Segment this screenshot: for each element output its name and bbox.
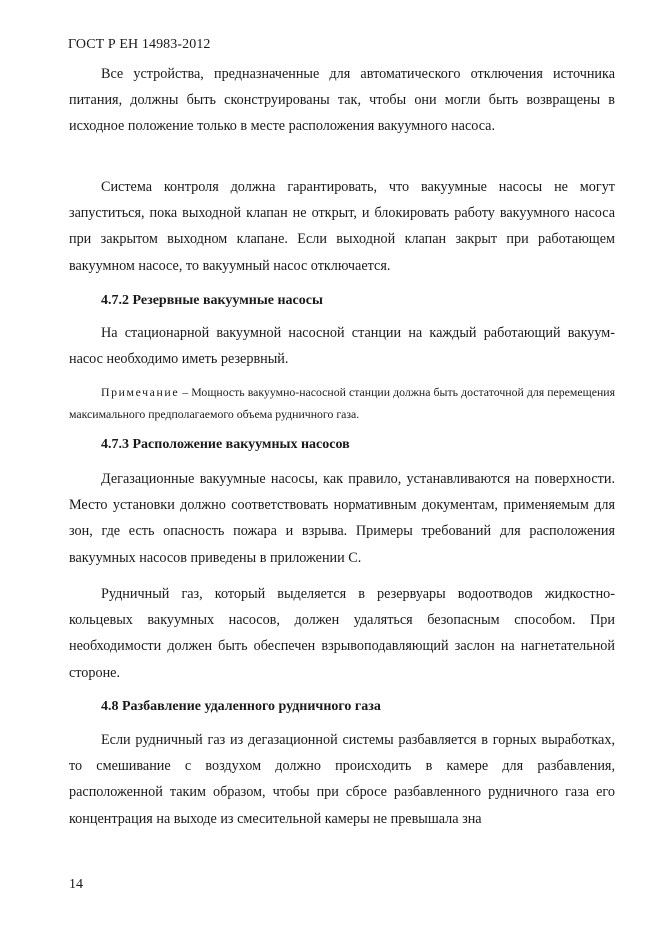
heading-4-7-3: 4.7.3 Расположение вакуумных насосов [101, 437, 350, 452]
heading-4-7-2: 4.7.2 Резервные вакуумные насосы [101, 293, 323, 308]
page-number: 14 [69, 877, 83, 892]
paragraph-reserve-pumps: На стационарной вакуумной насосной станции на каждый работающий вакуум-насос необходимо иметь резервный. [69, 325, 615, 368]
paragraph-pump-location: Дегазационные вакуумные насосы, как правило, устанавливаются на поверхности. Место установки должно соответствовать нормативным документам, применяемым для зон, где есть опасность пожара и взрыва. Примеры требований для расположения вакуумных насосов приведены в приложении С. [69, 471, 615, 566]
paragraph-gas-dilution: Если рудничный газ из дегазационной системы разбавляется в горных выработках, то смешивание с воздухом должно происходить в камере для разбавления, расположенной таким образом, чтобы при сбросе разбавленного рудничнoго газа его концентрация на выходе из смесительной камеры не превышала зна [69, 732, 615, 827]
paragraph-control-system: Система контроля должна гарантировать, что вакуумные насосы не могут запуститься, пока выходной клапан не открыт, и блокировать работу вакуумного насоса при закрытом выходном клапане. Если выходной клапан закрыт при работающем вакуумном насосе, то вакуумный насос отключается. [69, 179, 615, 274]
heading-4-8: 4.8 Разбавление удаленного рудничного газа [101, 699, 381, 714]
note-block [69, 382, 615, 425]
note-text: – Мощность вакуумно-насосной станции должна быть достаточной для перемещения максимального предполагаемого объема рудничного газа. [69, 385, 615, 421]
document-header: ГОСТ Р ЕН 14983-2012 [68, 37, 211, 52]
paragraph-auto-disconnect: Все устройства, предназначенные для автоматического отключения источника питания, должны быть сконструированы так, чтобы они могли быть возвращены в исходное положение только в месте расположения вакуумного насоса. [69, 66, 615, 135]
paragraph-mine-gas-removal: Рудничный газ, который выделяется в резервуары водоотводов жидкостно-кольцевых вакуумных насосов, должен удаляться безопасным способом. При необходимости должен быть обеспечен взрывоподавляющий заслон на нагнетательной стороне. [69, 586, 615, 681]
note-label: Примечание [101, 385, 180, 399]
